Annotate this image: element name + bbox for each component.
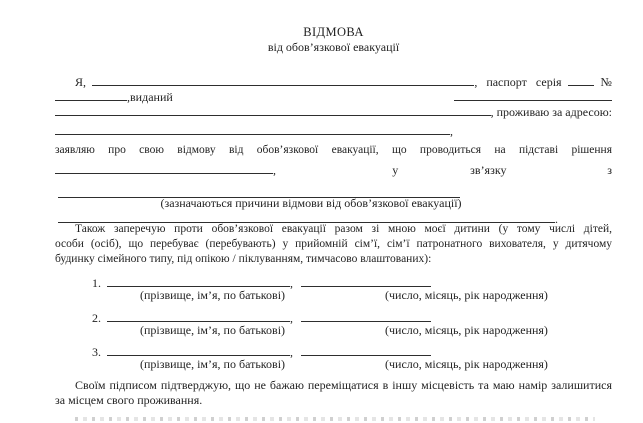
child-3-captions (55, 357, 612, 372)
child-3-separator: , (290, 345, 293, 359)
word-zvyazku: зв’язку (470, 163, 507, 177)
child-2-separator: , (290, 311, 293, 325)
confirmation-paragraph: Своїм підписом підтверджую, що не бажаю переміщатися в іншу місцевість та маю намір залишитися за місцем свого проживання. (55, 378, 612, 407)
decision-comma: , (273, 163, 276, 177)
child-1-number: 1. (92, 276, 101, 290)
child-1-separator: , (290, 276, 293, 290)
child-2-number: 2. (92, 311, 101, 325)
address-blank[interactable] (55, 121, 450, 135)
name-caption: (прізвище, ім’я, по батькові) (139, 323, 286, 337)
next-line-cut-off (75, 417, 595, 421)
pronoun-label: Я, (75, 75, 87, 89)
decision-blank[interactable] (55, 160, 273, 174)
child-2-captions (55, 323, 612, 338)
child-1-name-blank[interactable] (107, 273, 290, 287)
intro-line-2 (55, 87, 612, 102)
child-3-name-blank[interactable] (107, 342, 290, 356)
child-1-captions (55, 288, 612, 303)
birth-caption: (число, місяць, рік народження) (385, 323, 548, 337)
passport-series-blank[interactable] (568, 72, 594, 86)
word-z: з (607, 163, 612, 177)
person-name-blank[interactable] (92, 72, 474, 86)
intro-line-3 (55, 102, 612, 117)
document-title: ВІДМОВА (303, 25, 364, 39)
child-3-number: 3. (92, 345, 101, 359)
reason-period: . (555, 212, 558, 226)
reason-line-2 (55, 209, 612, 226)
intro-line-4 (55, 121, 612, 136)
birth-caption: (число, місяць, рік народження) (385, 357, 548, 371)
child-3-birth-blank[interactable] (301, 342, 431, 356)
birth-caption: (число, місяць, рік народження) (385, 288, 548, 302)
child-2-birth-blank[interactable] (301, 308, 431, 322)
child-entry-1 (55, 273, 612, 288)
child-2-name-blank[interactable] (107, 308, 290, 322)
child-entry-3 (55, 342, 612, 357)
intro-line-1 (55, 72, 612, 87)
statement-line-2 (55, 160, 612, 175)
trailing-comma: , (450, 124, 453, 138)
reason-blank-2[interactable] (58, 209, 555, 223)
document-subtitle: від обов’язкової евакуації (267, 40, 400, 54)
word-u: у (392, 163, 399, 177)
children-clause-line-1: Також заперечую проти обов’язкової евакуації разом зі мною моєї дитини (у тому числі дітей, (75, 223, 612, 235)
address-label: , проживаю за адресою: (490, 105, 612, 119)
passport-number-blank[interactable] (55, 87, 127, 101)
issued-by-blank-2[interactable] (55, 102, 491, 116)
reason-caption: (зазначаються причини відмови від обов’язкової евакуації) (160, 196, 462, 210)
child-1-birth-blank[interactable] (301, 273, 431, 287)
issued-by-blank[interactable] (454, 87, 612, 101)
name-caption: (прізвище, ім’я, по батькові) (139, 357, 286, 371)
statement-line-1: заявляю про свою відмову від обов’язкової евакуації, що проводиться на підставі рішення (55, 144, 612, 156)
name-caption: (прізвище, ім’я, по батькові) (139, 288, 286, 302)
child-entry-2 (55, 308, 612, 323)
number-sign-label: № (600, 75, 612, 89)
passport-series-label: , паспорт серія (474, 75, 562, 89)
issued-label: ,виданий (127, 90, 173, 104)
children-clause-line-2: особи (осіб), що перебуває (перебувають) у прийомній сім’ї, сім’ї патронатного вихователя, у дитячому (55, 238, 612, 250)
children-clause-line-3: будинку сімейного типу, під опікою / піклуванням, тимчасово влаштованих): (55, 253, 432, 265)
